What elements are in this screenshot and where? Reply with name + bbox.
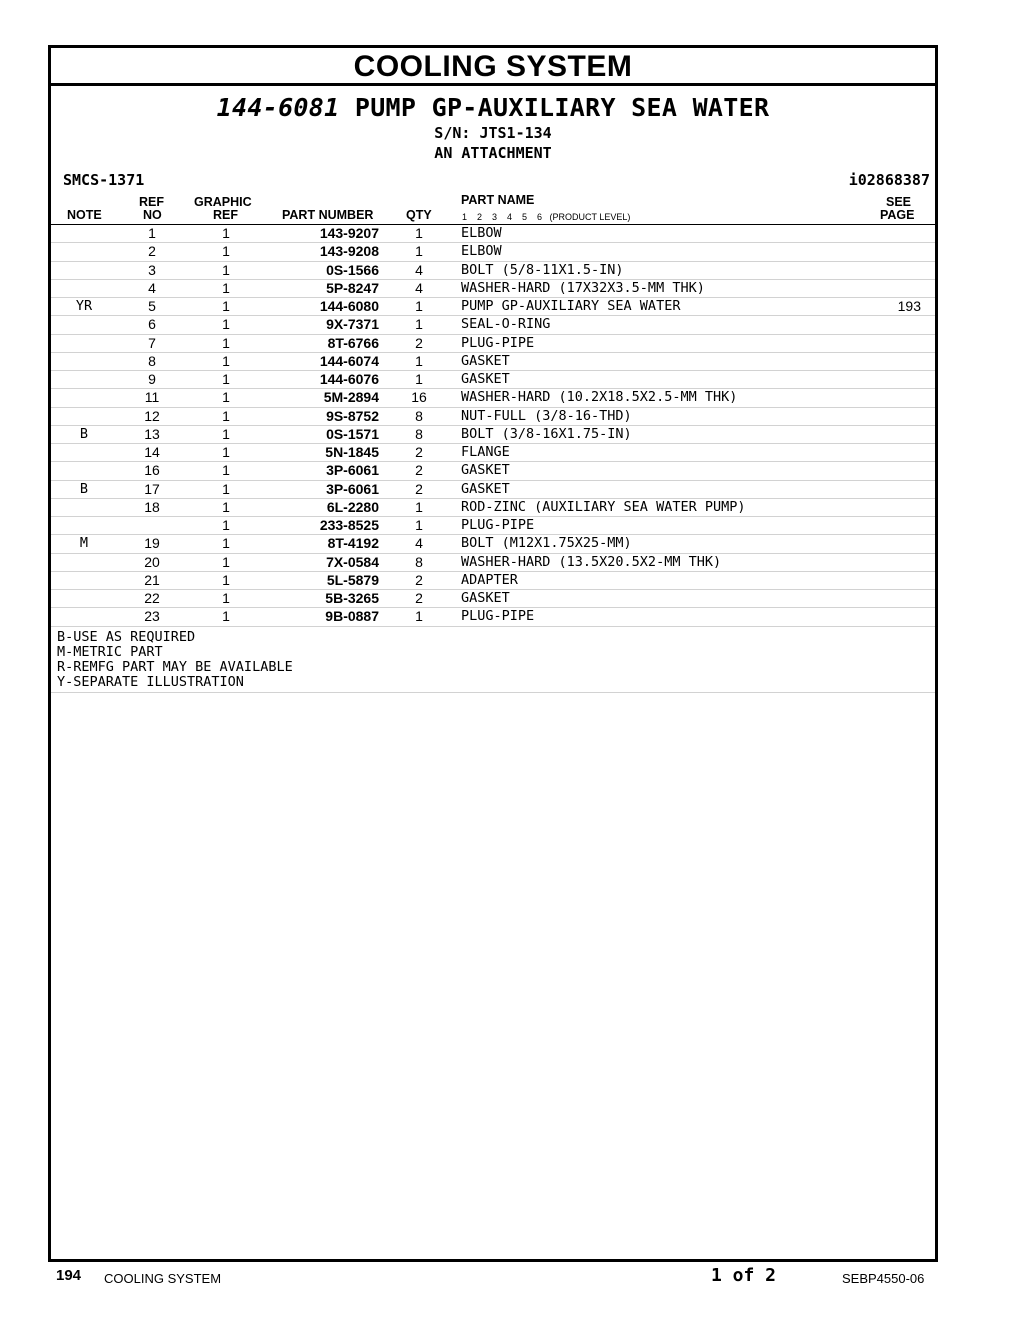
row-ref-no: 13 (144, 425, 160, 442)
row-note: YR (75, 298, 93, 314)
row-note: M (79, 535, 89, 552)
note-line: R-REMFG PART MAY BE AVAILABLE (57, 658, 293, 675)
row-ref-no: 1 (148, 225, 156, 241)
row-graphic-ref: 1 (222, 352, 230, 369)
page-footer (0, 1265, 1020, 1289)
row-ref-no: 20 (144, 553, 160, 570)
row-part-number: 3P-6061 (326, 480, 379, 497)
row-part-number: 144-6076 (319, 371, 379, 387)
row-see-page: 193 (897, 298, 921, 314)
row-part-name: BOLT (M12X1.75X25-MM) (461, 535, 632, 552)
row-qty: 1 (415, 517, 423, 533)
row-part-number: 143-9207 (319, 225, 379, 241)
row-note: B (79, 425, 89, 442)
table-row (51, 590, 935, 608)
row-part-number: 144-6074 (319, 352, 379, 369)
row-graphic-ref: 1 (222, 225, 230, 241)
row-part-name: PLUG-PIPE (461, 517, 535, 533)
footer-section: COOLING SYSTEM (104, 1271, 222, 1286)
row-part-name: ROD-ZINC (AUXILIARY SEA WATER PUMP) (461, 498, 746, 515)
row-qty: 1 (415, 498, 423, 515)
header-ref-1: REF (139, 195, 164, 209)
section-title: COOLING SYSTEM (51, 48, 935, 86)
row-qty: 1 (415, 243, 423, 260)
table-row (51, 262, 935, 280)
row-qty: 1 (415, 371, 423, 387)
table-row (51, 444, 935, 462)
table-header (51, 191, 935, 225)
row-qty: 2 (415, 334, 423, 351)
row-graphic-ref: 1 (222, 425, 230, 442)
row-graphic-ref: 1 (222, 279, 230, 296)
row-part-name: FLANGE (461, 444, 510, 460)
row-part-number: 5N-1845 (325, 444, 379, 460)
row-qty: 2 (415, 590, 423, 606)
row-ref-no: 4 (148, 279, 156, 296)
row-part-name: PLUG-PIPE (461, 334, 535, 351)
row-part-name: WASHER-HARD (10.2X18.5X2.5-MM THK) (461, 389, 738, 406)
row-qty: 1 (415, 352, 423, 369)
footer-doc-id: SEBP4550-06 (842, 1271, 925, 1286)
row-part-number: 6L-2280 (326, 498, 379, 515)
serial-number: S/N: JTS1-134 (434, 124, 552, 142)
table-row (51, 517, 935, 535)
header-product-level: 1 2 3 4 5 6 (PRODUCT LEVEL) (462, 212, 631, 222)
table-row (51, 353, 935, 371)
table-row (51, 298, 935, 316)
footer-page-of: 1 of 2 (711, 1265, 777, 1286)
table-row (51, 316, 935, 334)
table-row (51, 499, 935, 517)
row-part-number: 8T-4192 (327, 535, 379, 552)
row-graphic-ref: 1 (222, 608, 230, 625)
row-ref-no: 17 (144, 480, 160, 497)
header-part-name: PART NAME (461, 193, 535, 207)
row-graphic-ref: 1 (222, 298, 230, 314)
row-ref-no: 22 (144, 590, 160, 606)
table-row (51, 225, 935, 243)
row-ref-no: 2 (148, 243, 156, 260)
row-ref-no: 16 (144, 462, 160, 479)
row-graphic-ref: 1 (222, 571, 230, 588)
row-graphic-ref: 1 (222, 480, 230, 497)
row-note: B (79, 480, 89, 497)
row-qty: 1 (415, 225, 423, 241)
row-qty: 8 (415, 425, 423, 442)
row-part-name: PUMP GP-AUXILIARY SEA WATER (461, 298, 681, 314)
row-part-name: GASKET (461, 371, 510, 387)
parts-page-frame (48, 45, 938, 1262)
illustration-id: i02868387 (848, 171, 930, 189)
row-part-number: 0S-1566 (326, 261, 379, 278)
row-graphic-ref: 1 (222, 590, 230, 606)
row-part-name: ELBOW (461, 225, 502, 241)
row-ref-no: 21 (144, 571, 160, 588)
row-ref-no: 18 (144, 498, 160, 515)
row-part-number: 5L-5879 (326, 571, 379, 588)
row-part-number: 7X-0584 (326, 553, 379, 570)
row-part-name: GASKET (461, 590, 510, 606)
row-graphic-ref: 1 (222, 389, 230, 406)
row-graphic-ref: 1 (222, 535, 230, 552)
row-part-number: 143-9208 (319, 243, 379, 260)
row-part-name: ADAPTER (461, 571, 518, 588)
id-row (51, 169, 935, 191)
row-part-name: SEAL-O-RING (461, 316, 551, 333)
row-graphic-ref: 1 (222, 553, 230, 570)
note-line: B-USE AS REQUIRED (57, 628, 196, 645)
row-part-name: NUT-FULL (3/8-16-THD) (461, 407, 632, 424)
row-part-number: 0S-1571 (326, 425, 379, 442)
row-qty: 4 (415, 535, 423, 552)
row-ref-no: 9 (148, 371, 156, 387)
note-line: M-METRIC PART (57, 643, 163, 660)
header-ref-2: NO (143, 208, 162, 222)
row-qty: 2 (415, 444, 423, 460)
header-part-number: PART NUMBER (282, 208, 374, 222)
row-graphic-ref: 1 (222, 371, 230, 387)
row-part-name: GASKET (461, 462, 510, 479)
row-ref-no: 11 (144, 389, 160, 406)
row-graphic-ref: 1 (222, 444, 230, 460)
row-qty: 16 (411, 389, 427, 406)
row-qty: 4 (415, 261, 423, 278)
group-part-number: 144-6081 (216, 93, 340, 122)
row-ref-no: 23 (144, 608, 160, 625)
row-ref-no: 6 (148, 316, 156, 333)
table-row (51, 280, 935, 298)
row-ref-no: 5 (148, 298, 156, 314)
row-part-number: 9B-0887 (325, 608, 379, 625)
row-part-name: WASHER-HARD (17X32X3.5-MM THK) (461, 279, 705, 296)
table-row (51, 535, 935, 553)
table-row (51, 389, 935, 407)
smcs-code: SMCS-1371 (63, 171, 145, 189)
attachment-label: AN ATTACHMENT (434, 144, 552, 162)
row-part-number: 5B-3265 (325, 590, 379, 606)
row-part-name: GASKET (461, 480, 510, 497)
row-qty: 1 (415, 298, 423, 314)
row-part-name: BOLT (5/8-11X1.5-IN) (461, 261, 624, 278)
row-ref-no: 8 (148, 352, 156, 369)
header-graphic-2: REF (213, 208, 238, 222)
footer-page-number: 194 (56, 1267, 82, 1284)
table-row (51, 572, 935, 590)
row-qty: 8 (415, 407, 423, 424)
table-row (51, 371, 935, 389)
table-row (51, 426, 935, 444)
row-graphic-ref: 1 (222, 407, 230, 424)
row-part-name: ELBOW (461, 243, 502, 260)
row-part-number: 5P-8247 (326, 279, 379, 296)
group-name: PUMP GP-AUXILIARY SEA WATER (354, 93, 770, 122)
row-part-name: WASHER-HARD (13.5X20.5X2-MM THK) (461, 553, 722, 570)
table-row (51, 554, 935, 572)
header-see-2: PAGE (880, 208, 915, 222)
row-ref-no: 12 (144, 407, 160, 424)
row-part-number: 144-6080 (319, 298, 379, 314)
table-row (51, 462, 935, 480)
row-qty: 2 (415, 480, 423, 497)
header-graphic-1: GRAPHIC (194, 195, 252, 209)
row-part-number: 5M-2894 (323, 389, 379, 406)
row-graphic-ref: 1 (222, 316, 230, 333)
group-title (51, 93, 935, 123)
row-part-number: 8T-6766 (327, 334, 379, 351)
row-graphic-ref: 1 (222, 243, 230, 260)
row-part-number: 9X-7371 (326, 316, 379, 333)
row-graphic-ref: 1 (222, 517, 230, 533)
row-part-name: PLUG-PIPE (461, 608, 535, 625)
row-ref-no: 3 (148, 261, 156, 278)
row-graphic-ref: 1 (222, 498, 230, 515)
row-graphic-ref: 1 (222, 462, 230, 479)
header-qty: QTY (406, 208, 432, 222)
header-see-1: SEE (886, 195, 912, 209)
row-ref-no: 7 (148, 334, 156, 351)
row-part-name: GASKET (461, 352, 510, 369)
notes-legend (51, 627, 935, 693)
table-row (51, 335, 935, 353)
row-graphic-ref: 1 (222, 261, 230, 278)
row-qty: 4 (415, 279, 423, 296)
row-qty: 2 (415, 462, 423, 479)
row-part-name: BOLT (3/8-16X1.75-IN) (461, 425, 632, 442)
row-ref-no: 14 (144, 444, 160, 460)
row-part-number: 9S-8752 (326, 407, 379, 424)
table-row (51, 481, 935, 499)
row-part-number: 233-8525 (319, 517, 379, 533)
row-graphic-ref: 1 (222, 334, 230, 351)
group-header (51, 93, 935, 163)
table-row (51, 408, 935, 426)
parts-table-body (51, 225, 935, 627)
table-row (51, 243, 935, 261)
row-qty: 2 (415, 571, 423, 588)
note-line: Y-SEPARATE ILLUSTRATION (57, 673, 244, 690)
row-qty: 1 (415, 608, 423, 625)
row-part-number: 3P-6061 (326, 462, 379, 479)
header-note: NOTE (67, 208, 102, 222)
row-qty: 1 (415, 316, 423, 333)
row-ref-no: 19 (144, 535, 160, 552)
table-row (51, 608, 935, 626)
row-qty: 8 (415, 553, 423, 570)
